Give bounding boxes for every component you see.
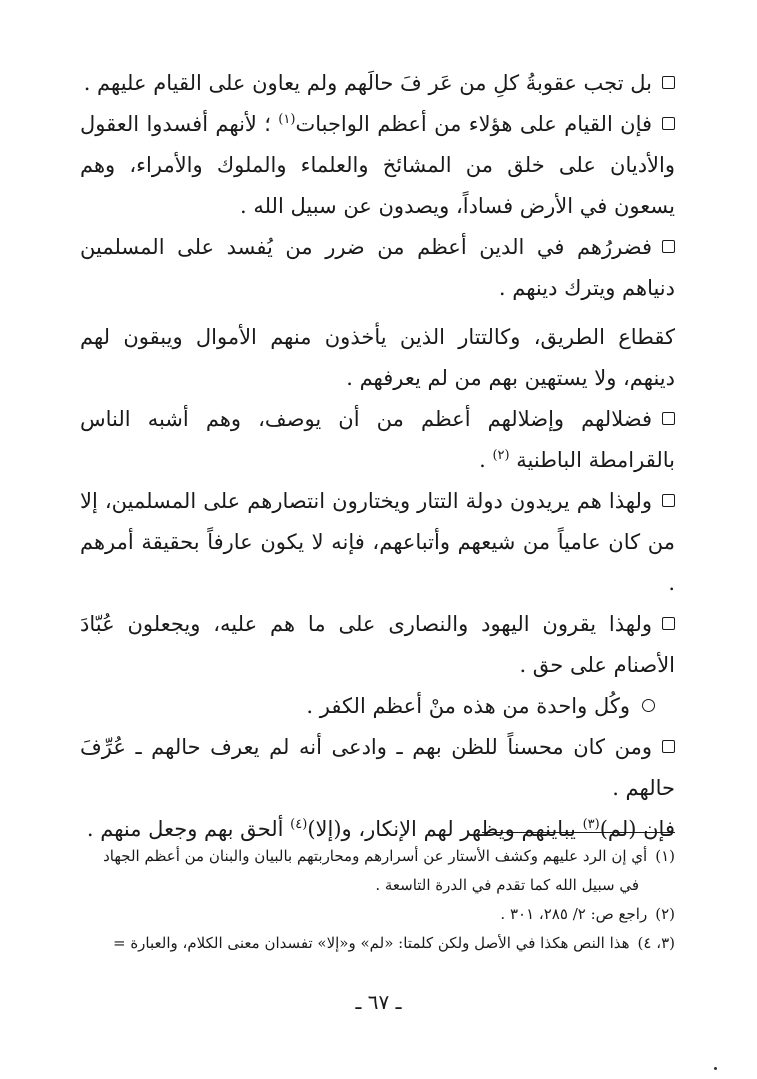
scan-speck [714,1067,717,1070]
footnote-ref: (٢) [492,448,510,463]
paragraph-9: ومن كان محسناً للظن بهم ـ وادعى أنه لم يعرف حالهم ـ عُرِّفَ حالهم . [80,735,675,800]
paragraph-6: ولهذا هم يريدون دولة التتار ويختارون انتصارهم على المسلمين، إلا من كان عامياً من شيعهم وأتباعهم، فإنه لا يكون عارفاً بحقيقة أمرهم . [80,489,675,595]
square-bullet-icon [662,494,675,507]
square-bullet-icon [662,412,675,425]
main-text [80,63,675,850]
footnote-ref: (١) [278,112,296,127]
paragraph-10: فإن (لم)$^{(٣)}$ يباينهم ويظهر لهم الإنكار، و(إلا)$^{(٤)}$ ألحق بهم وجعل منهم . [86,817,675,841]
square-bullet-icon [662,740,675,753]
square-bullet-icon [662,240,675,253]
paragraph-4: كقطاع الطريق، وكالتتار الذين يأخذون منهم الأموال ويبقون لهم دينهم، ولا يستهين بهم من لم يعرفهم . [80,325,675,390]
paragraph-1: بل تجب عقوبةُ كلِ من عَر فَ حالَهم ولم يعاون على القيام عليهم . [80,63,675,104]
footnote-ref: (٤) [290,817,308,832]
footnote-1-continued: في سبيل الله كما تقدم في الدرة التاسعة . [375,876,639,894]
paragraph-8: وكُل واحدة من هذه منْ أعظم الكفر . [80,686,675,727]
paragraph-2: فإن القيام على هؤلاء من أعظم الواجبات$^{(١)}$ ؛ لأنهم أفسدوا العقول والأديان على خلق من المشائخ والعلماء والملوك والأمراء، وهم يسعون في الأرض فساداً، ويصدون عن سبيل الله . [80,112,675,218]
square-bullet-icon [662,117,675,130]
paragraph-5: فضلالهم وإضلالهم أعظم من أن يوصف، وهم أشبه الناس بالقرامطة الباطنية $^{(٢)}$ . [80,407,675,472]
square-bullet-icon [662,76,675,89]
paragraph-7: ولهذا يقرون اليهود والنصارى على ما هم عليه، ويجعلون عُبّادَ الأصنام على حق . [80,612,675,677]
square-bullet-icon [662,617,675,630]
paragraph-3: فضررُهم في الدين أعظم من ضرر من يُفسد على المسلمين دنياهم ويترك دينهم . [80,235,675,300]
footnotes [80,842,675,958]
footnote-ref: (٣) [582,817,600,832]
page-number: ـ ٦٧ ـ [355,990,402,1014]
footnote-separator [482,832,675,833]
footnote-1: (١)أي إن الرد عليهم وكشف الأستار عن أسرارهم ومحاربتهم بالبيان والبنان من أعظم الجهاد [103,847,675,865]
circle-bullet-icon [642,699,655,712]
footnote-3-4: (٣، ٤)هذا النص هكذا في الأصل ولكن كلمتا: «لم» و«إلا» تفسدان معنى الكلام، والعبارة = [112,934,675,952]
footnote-2: (٢)راجع ص: ٢/ ٢٨٥، ٣٠١ . [500,905,675,923]
